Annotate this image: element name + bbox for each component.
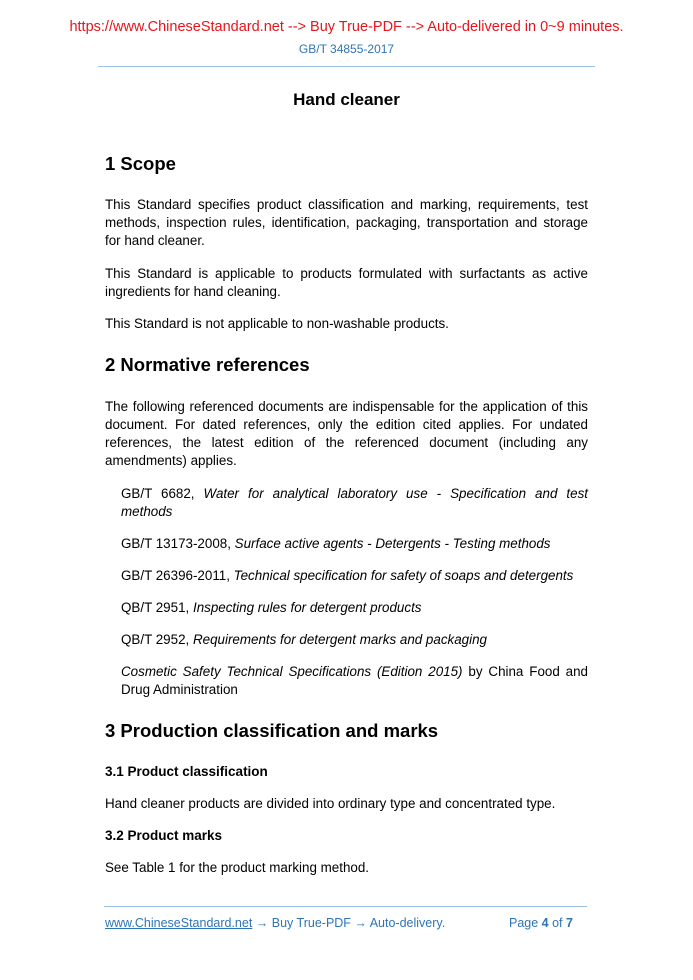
reference-title: Technical specification for safety of soaps and detergents <box>233 568 574 583</box>
reference-item <box>121 535 588 553</box>
reference-code: GB/T 13173-2008, <box>121 536 235 551</box>
header-divider <box>98 66 595 67</box>
marks-paragraph: See Table 1 for the product marking method. <box>105 860 369 875</box>
page-label: Page <box>509 916 542 930</box>
reference-title: Surface active agents - Detergents - Testing methods <box>234 536 551 551</box>
scope-paragraph: This Standard is not applicable to non-washable products. <box>105 316 449 331</box>
reference-code: QB/T 2952, <box>121 632 193 647</box>
scope-paragraph: This Standard specifies product classification and marking, requirements, test methods, inspection rules, identification, packaging, transportation and storage for hand cleaner. <box>105 197 588 248</box>
reference-code: QB/T 2951, <box>121 600 193 615</box>
reference-title: Inspecting rules for detergent products <box>192 600 422 615</box>
reference-code: GB/T 26396-2011, <box>121 568 234 583</box>
standard-code: GB/T 34855-2017 <box>298 42 395 56</box>
normative-intro-paragraph: The following referenced documents are indispensable for the application of this document. For dated references, only the edition cited applies. For undated references, the latest edition of the referenced document (including any amendments) applies. <box>105 399 588 468</box>
reference-item <box>121 599 588 617</box>
footer-promo <box>105 916 445 930</box>
reference-item <box>121 663 588 699</box>
promo-banner-link[interactable]: https://www.ChineseStandard.net --> Buy True-PDF --> Auto-delivered in 0~9 minutes. <box>69 19 624 35</box>
reference-title: Requirements for detergent marks and packaging <box>192 632 487 647</box>
reference-suffix: by China Food and Drug Administration <box>121 664 588 697</box>
page-current: 4 <box>541 916 549 930</box>
reference-title: Cosmetic Safety Technical Specifications (Edition 2015) <box>121 664 463 679</box>
scope-paragraph: This Standard is applicable to products formulated with surfactants as active ingredients for hand cleaning. <box>105 266 588 299</box>
subsection-heading-product-marks: 3.2 Product marks <box>105 828 223 843</box>
reference-item <box>121 567 588 585</box>
document-title: Hand cleaner <box>293 90 400 109</box>
classification-paragraph: Hand cleaner products are divided into ordinary type and concentrated type. <box>105 796 556 811</box>
subsection-heading-product-classification: 3.1 Product classification <box>105 764 268 779</box>
footer-divider <box>104 906 587 907</box>
reference-item <box>121 485 588 521</box>
section-heading-scope: 1 Scope <box>105 153 176 174</box>
reference-item <box>121 631 588 649</box>
page-total: 7 <box>566 916 573 930</box>
page-of-label: of <box>548 916 566 930</box>
section-heading-classification: 3 Production classification and marks <box>105 720 439 741</box>
page-indicator <box>509 916 573 930</box>
reference-title: Water for analytical laboratory use - Specification and test methods <box>121 486 588 519</box>
footer-link-suffix: → Buy True-PDF → Auto-delivery. <box>252 916 446 930</box>
section-heading-normative-references: 2 Normative references <box>105 354 310 375</box>
reference-code: GB/T 6682, <box>121 486 204 501</box>
footer-site-link[interactable]: www.ChineseStandard.net <box>105 916 253 930</box>
